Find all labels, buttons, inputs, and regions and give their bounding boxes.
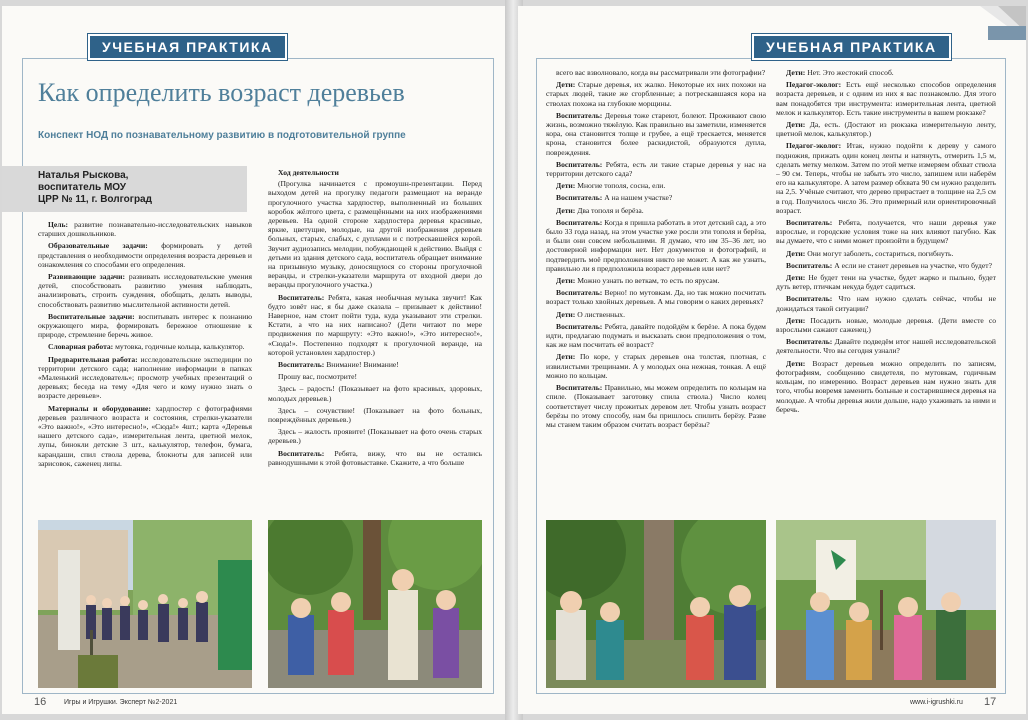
paragraph-text: Ребята, вижу, что вы не остались равнодушными к этой фотовыставке. Скажите, а что больше — [268, 448, 482, 467]
procedure-heading: Ход деятельности — [278, 168, 339, 177]
paragraph — [546, 206, 766, 215]
photo-measuring-tree — [546, 520, 766, 688]
paragraph — [776, 316, 996, 334]
text-column-3 — [546, 68, 766, 510]
paragraph-text: всего вас взволновало, когда вы рассматривали эти фотографии? — [556, 68, 766, 77]
paragraph-text: Возраст деревьев можно определить по записям, фотографиям, сообщению свидетеля, по мутовкам, годичным кольцам, по измерению. Возраст деревьев нам нужно знать для того, чтобы вовремя заменить больные и состарившиеся деревья на молодые. А чтобы деревья жили дольше, надо ухаживать за ними и беречь. — [776, 358, 996, 414]
paragraph-text: Верно! по мутовкам. Да, но так можно посчитать возраст только хвойных деревьев. А мы говорим о каких деревьях? — [546, 288, 766, 307]
paragraph-text: исследовательские экспедиции по территории детского сада; наполнение информации в папках «Маленький исследователь»; просмотр учебных презентаций о деревьях; беседа на тему «Для чего и кому нужно знать о возрасте деревьев». — [38, 354, 252, 401]
paragraph-text: Да, есть. (Достают из рюкзака измерительную ленту, цветной мелок, калькулятор.) — [776, 120, 996, 139]
speaker-label: Воспитатель: — [786, 294, 833, 304]
left-page — [2, 6, 511, 714]
paragraph-text: Ребята, есть ли такие старые деревья у нас на территории детского сада? — [546, 159, 766, 179]
speaker-label: Воспитательные задачи: — [48, 311, 135, 321]
paragraph — [546, 352, 766, 380]
paragraph — [546, 160, 766, 178]
website-url: www.i-igrushki.ru — [910, 699, 963, 706]
paragraph-text: мутовка, годичные кольца, калькулятор. — [113, 342, 245, 352]
paragraph — [38, 355, 252, 401]
paragraph — [546, 80, 766, 108]
paragraph — [546, 310, 766, 319]
paragraph — [546, 288, 766, 306]
paragraph-text: Ребята, давайте подойдём к берёзе. А пока будем идти, предлагаю подумать и высказать свои предположения о том, как же нам посчитать её возраст? — [546, 321, 766, 350]
paragraph-text: Внимание! Внимание! — [324, 360, 399, 370]
speaker-label: Дети: — [556, 309, 576, 319]
paragraph — [546, 111, 766, 157]
paragraph — [38, 241, 252, 269]
paragraph-text: Давайте подведём итог нашей исследовательской деятельности. Что вы сегодня узнали? — [776, 337, 996, 356]
speaker-label: Воспитатель: — [556, 217, 603, 227]
paragraph-text: Что нам нужно сделать сейчас, чтобы не дожидаться такой ситуации? — [776, 294, 996, 313]
page-number: 16 — [34, 696, 47, 708]
paragraph — [776, 359, 996, 414]
speaker-label: Дети: — [556, 205, 576, 215]
speaker-label: Дети: — [786, 315, 806, 325]
paragraph-text: По коре, у старых деревьев она толстая, плотная, с извилистыми трещинами. А у молодых она нежная, тонкая. А ещё можно по кольцам. — [546, 352, 766, 380]
speaker-label: Воспитатель: — [278, 360, 325, 370]
author-org: ЦРР № 11, г. Волгоград — [38, 194, 152, 205]
paragraph — [38, 272, 252, 309]
text-column-2 — [268, 168, 482, 508]
speaker-label: Воспитатель: — [556, 288, 603, 298]
paragraph — [268, 449, 482, 467]
paragraph-text: хардпостер с фотографиями деревьев различного возраста и состояния, стрелки-указатели «Это важно!», «Это интересно!», «Сюда!» 4шт.; карта «Деревья нашего детского сада», измерительная лента, цветной мелок, лупы, бинокли детские 3 шт., калькулятор, телефон, бумага, карандаши, спил ствола дерева, блокноты для записей или зарисовок, саженец липы. — [38, 403, 252, 468]
speaker-label: Материалы и оборудование: — [48, 403, 151, 413]
paragraph — [268, 372, 482, 381]
paragraph-text: Многие тополя, сосна, ели. — [575, 181, 666, 191]
paragraph-text: Итак, нужно подойти к дереву у самого подножия, прижать один конец ленты и натянуть, отмерить 1,5 м, сделать метку мелком. Затем по этой метке измеряем обхват ствола – 90 см. Теперь, чтобы не забыть это число, запишем или наберём его на калькуляторе. А затем размер обхвата 90 см нужно разделить на 2,5. Учёные считают, что дерево прирастает в толщине на 2,5 см в год. Получилось число 36. Это примерный или ориентировочный возраст. — [776, 141, 996, 215]
paragraph — [546, 193, 766, 202]
paragraph-text: А на нашем участке? — [602, 193, 673, 203]
paragraph — [776, 249, 996, 258]
speaker-label: Воспитатель: — [556, 383, 603, 393]
paragraph-text: Ребята, получается, что наши деревья уже взрослые, и городские условия тоже на них влияют пагубно. Как вы думаете, что с ними может произойти в будущем? — [776, 218, 996, 246]
paragraph-text: А если не станет деревьев на участке, что будет? — [832, 260, 992, 270]
paragraph — [546, 322, 766, 350]
paragraph-text: Здесь – жалость проявите! (Показывает на фото очень старых деревьев.) — [268, 427, 482, 446]
section-header: УЧЕБНАЯ ПРАКТИКА — [752, 34, 951, 60]
paragraph-text: Прошу вас, посмотрите! — [278, 372, 358, 382]
paragraph-text: Когда я пришла работать в этот детский сад, а это было 33 года назад, на этом участке уже росли эти тополя и берёза, и были они совсем небольшими. Я думаю, что им 35–36 лет, но достоверной информации нет. Нет документов и фотографий, и подтвердить моё предположения никто не может. А как же узнать, правильно ли я предположила возраст деревьев или нет? — [546, 217, 766, 273]
page-curl-icon — [980, 6, 1026, 40]
paragraph-text: Можно узнать по веткам, то есть по ярусам. — [575, 276, 720, 286]
speaker-label: Дети: — [786, 358, 806, 368]
paragraph-text: развитие познавательно-исследовательских навыков старших дошкольников. — [38, 220, 252, 239]
paragraph-text: О лиственных. — [575, 309, 625, 319]
author-role: воспитатель МОУ — [38, 182, 127, 193]
paragraph — [776, 141, 996, 215]
paragraph — [546, 68, 766, 77]
paragraph-text: Здесь – радость! (Показывает на фото красивых, здоровых, молодых деревьев.) — [268, 384, 482, 403]
photo-children-at-poster — [38, 520, 252, 688]
paragraph-text: Нет. Это жестокий способ. — [805, 68, 894, 77]
paragraph — [268, 427, 482, 445]
speaker-label: Воспитатель: — [556, 159, 603, 169]
paragraph-text: Старые деревья, их жалко. Некоторые их них похожи на старых людей, такие же сгорбленные; а потрескавшаяся кора на стволах похожа на глубокие морщины. — [546, 80, 766, 108]
author-name: Наталья Рыскова, — [38, 170, 129, 181]
paragraph — [38, 312, 252, 340]
paragraph-text: Есть ещё несколько способов определения возраста деревьев, и с одним из них я вас познакомлю. Для этого вам понадобятся три инструмента: измерительная лента, цветной мелок и калькулятор. Есть такие инструменты в вашем рюкзаке? — [776, 80, 996, 117]
speaker-label: Воспитатель: — [556, 193, 603, 203]
speaker-label: Дети: — [786, 120, 806, 130]
paragraph — [38, 404, 252, 468]
speaker-label: Педагог-эколог: — [786, 80, 842, 90]
speaker-label: Дети: — [786, 68, 806, 77]
speaker-label: Словарная работа: — [48, 342, 114, 352]
speaker-label: Воспитатель: — [278, 448, 325, 458]
paragraph — [776, 120, 996, 138]
speaker-label: Предварительная работа: — [48, 354, 138, 364]
paragraph-text: Они могут заболеть, состариться, погибнуть. — [805, 248, 954, 258]
speaker-label: Дети: — [786, 273, 806, 283]
text-column-1 — [38, 220, 252, 510]
author-block — [2, 166, 247, 212]
speaker-label: Дети: — [786, 248, 806, 258]
paragraph — [268, 179, 482, 289]
text-column-4 — [776, 68, 996, 510]
paragraph — [776, 68, 996, 77]
paragraph-text: Не будет тени на участке, будет жарко и пыльно, будет дуть ветер, птичкам некуда будет садиться. — [776, 273, 996, 292]
speaker-label: Педагог-эколог: — [786, 141, 842, 151]
speaker-label: Образовательные задачи: — [48, 241, 148, 251]
paragraph-text: воспитывать интерес к познанию окружающего мира, формировать бережное отношение к природе, стремление беречь живое. — [38, 311, 252, 340]
paragraph — [776, 337, 996, 355]
paragraph-text: Деревья тоже стареют, болеют. Проживают свою жизнь, возможно тяжёлую. Как правильно вы заметили, изменяется кора, она становится толще и грубее, а ещё трескается, меняется крона, становится более раскидистой, образуются дупла, повреждения. — [546, 110, 766, 157]
right-page — [518, 6, 1026, 714]
paragraph — [776, 273, 996, 291]
paragraph — [38, 220, 252, 238]
section-header: УЧЕБНАЯ ПРАКТИКА — [88, 34, 287, 60]
paragraph-text: Здесь – сочувствие! (Показывает на фото больных, повреждённых деревьев.) — [268, 405, 482, 425]
speaker-label: Воспитатель: — [556, 321, 603, 331]
paragraph — [268, 406, 482, 424]
paragraph — [776, 218, 996, 246]
paragraph — [546, 276, 766, 285]
paragraph-text: Посадить новые, молодые деревья. (Дети вместе со взрослыми сажают саженец.) — [776, 315, 996, 335]
speaker-label: Развивающие задачи: — [48, 272, 126, 282]
speaker-label: Цель: — [48, 220, 69, 229]
speaker-label: Дети: — [556, 352, 576, 362]
photo-planting-sapling — [776, 520, 996, 688]
speaker-label: Дети: — [556, 276, 576, 286]
paragraph — [38, 342, 252, 351]
paragraph — [268, 384, 482, 402]
paragraph — [546, 181, 766, 190]
paragraph — [776, 261, 996, 270]
magazine-name: Игры и Игрушки. Эксперт №2-2021 — [64, 699, 178, 706]
photo-children-by-tree — [268, 520, 482, 688]
paragraph — [268, 293, 482, 357]
paragraph-text: формировать у детей представления о необходимости определения возраста деревьев и ознакомления со способами его определения. — [38, 241, 252, 269]
paragraph — [268, 360, 482, 369]
paragraph-text: развивать исследовательские умения детей, способствовать развитию умения наблюдать, анализировать, строить суждения, обобщать, делать выводы, способствовать развитию мыслительной активности детей. — [38, 272, 252, 309]
article-title: Как определить возраст деревьев — [38, 78, 405, 107]
paragraph — [776, 294, 996, 312]
paragraph-text: Правильно, мы можем определить по кольцам на спиле. (Показывает заготовку спила ствола.) Число колец соответствует числу прожитых деревом лет. Чтобы узнать возраст берёзы по этому способу, нам бы пришлось спилить берёзу. Разве мы станем таким образом считать возраст берёзы? — [546, 383, 766, 429]
speaker-label: Воспитатель: — [786, 337, 833, 347]
paragraph-text: (Прогулка начинается с промоушн-презентации. Перед выходом детей на прогулку педагоги размещают на веранде прогулочного участка хардпостер, выполненный из больших коробок жёлтого цвета, с размещёнными на них изображениями деревьев. На одной стороне хардпостера деревья красивые, яркие, цветущие, молодые, на другой изображения деревьев больных, старых, слабых, с дуплами и с потрескавшейся корой. Звучит аудиозапись мелодии, побуждающей к действию. Выйдя с детьми из здания детского сада, воспитатель обращает внимание на призывную музыку, доносящуюся со стороны прогулочной веранды, и стрелки-указатели маршрута от входной двери до веранды прогулочного участка.) — [268, 179, 482, 290]
speaker-label: Дети: — [556, 181, 576, 191]
page-number: 17 — [984, 696, 997, 708]
article-subtitle: Конспект НОД по познавательному развитию в подготовительной группе — [38, 130, 406, 141]
speaker-label: Воспитатель: — [786, 218, 833, 228]
speaker-label: Воспитатель: — [786, 260, 833, 270]
paragraph — [776, 80, 996, 117]
paragraph — [546, 218, 766, 273]
speaker-label: Воспитатель: — [278, 292, 325, 302]
speaker-label: Воспитатель: — [556, 110, 603, 120]
paragraph — [546, 383, 766, 429]
speaker-label: Дети: — [556, 80, 576, 90]
paragraph-text: Ребята, какая необычная музыка звучит! Как будто зовёт нас, я бы даже сказала – призывает к действию! Наверное, нам стоит пойти туда, куда указывают эти стрелки. Кстати, а что на них написано? (Дети читают по мере продвижения по маршруту: «Это важно!», «Это интересно!», «Сюда!». Постепенно подходят к прогулочной веранде, на которой установлен хардпостер.) — [268, 292, 482, 357]
paragraph-text: Два тополя и берёза. — [575, 205, 644, 215]
